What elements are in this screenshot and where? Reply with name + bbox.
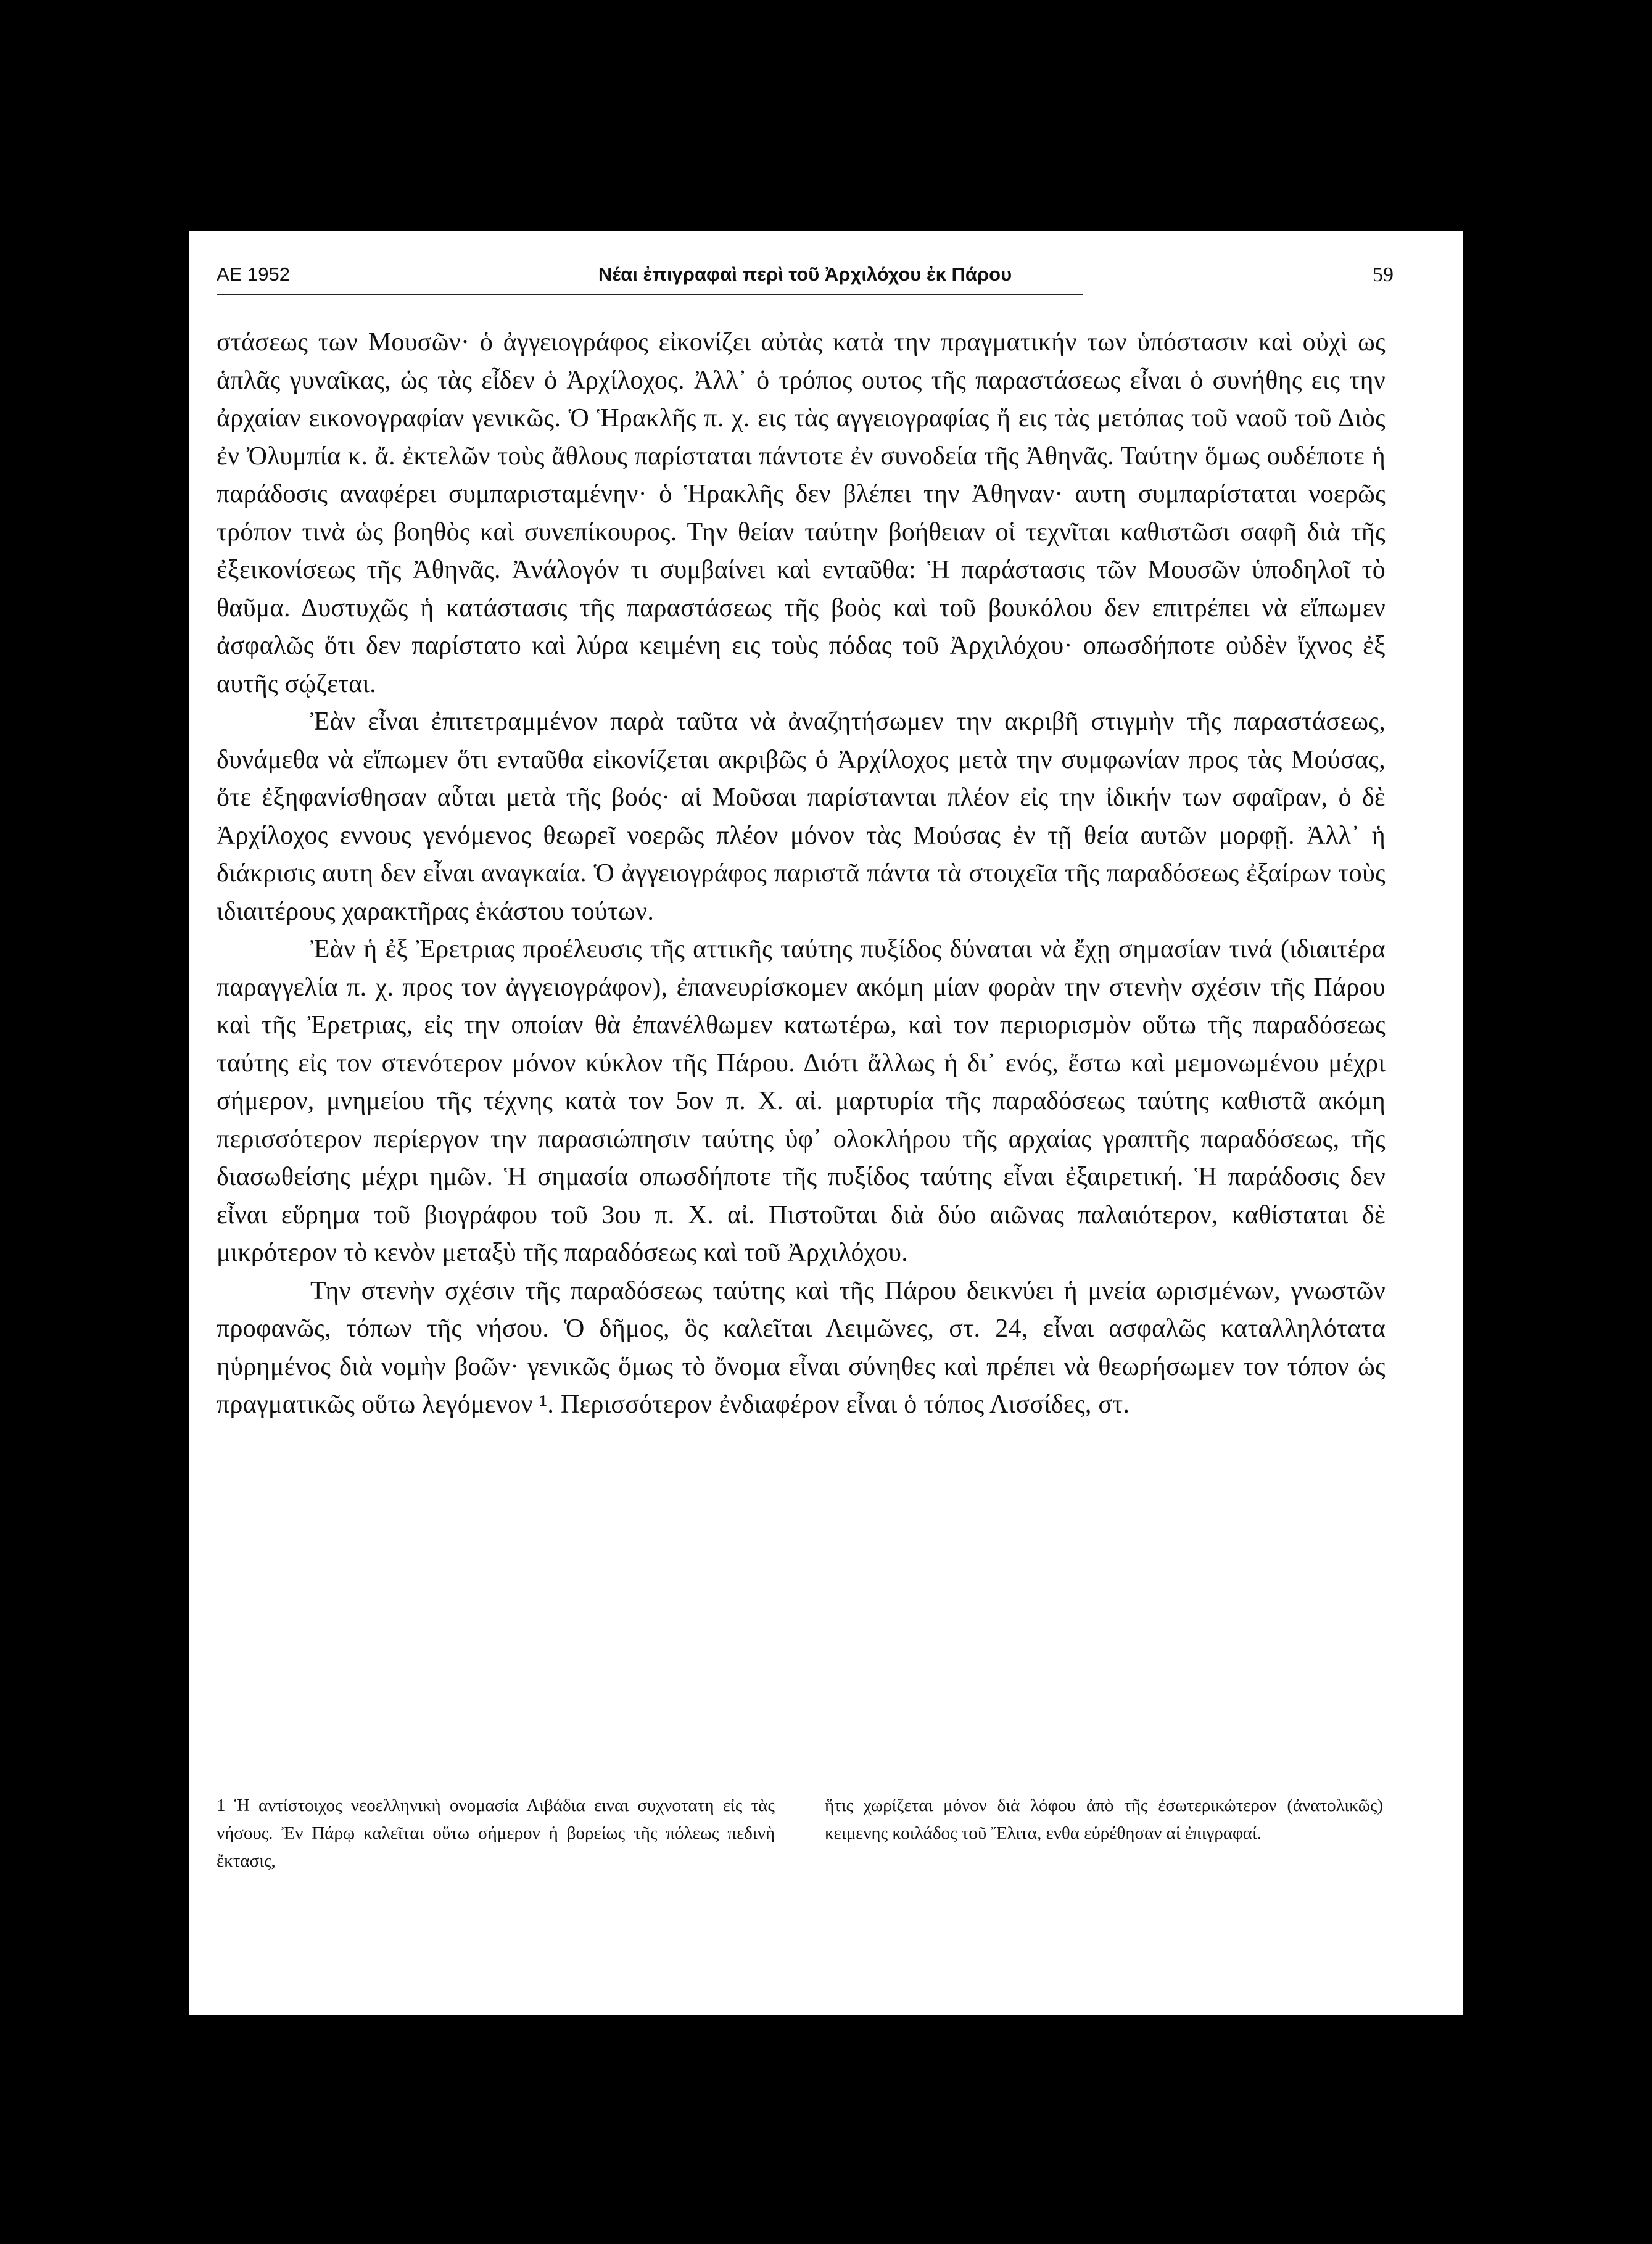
journal-reference: ΑΕ 1952: [217, 263, 290, 285]
main-text: [217, 324, 1386, 1424]
paragraph: Ἐὰν ἡ ἐξ Ἐρετριας προέλευσις τῆς αττικῆς ταύτης πυξίδος δύναται νὰ ἔχῃ σημασίαν τινά (ιδιαιτέρα παραγγελία π. χ. προς τον ἀγγειογράφον), ἐπανευρίσκομεν ακόμη μίαν φορὰν την στενὴν σχέσιν τῆς Πάρου καὶ τῆς Ἐρετριας, εἰς την οποίαν θὰ ἐπανέλθωμεν κατωτέρω, καὶ τον περιορισμὸν οὕτω τῆς παραδόσεως ταύτης εἰς τον στενότερον μόνον κύκλον τῆς Πάρου. Διότι ἄλλως ἡ δι᾿ ενός, ἔστω καὶ μεμονωμένου μέχρι σήμερον, μνημείου τῆς τέχνης κατὰ τον 5ον π. Χ. αἰ. μαρτυρία τῆς παραδόσεως ταύτης καθιστᾶ ακόμη περισσότερον περίεργον την παρασιώπησιν ταύτης ὑφ᾿ ολοκλήρου τῆς αρχαίας γραπτῆς παραδόσεως, τῆς διασωθείσης μέχρι ημῶν. Ἡ σημασία οπωσδήποτε τῆς πυξίδος ταύτης εἶναι ἐξαιρετική. Ἡ παράδοσις δεν εἶναι εὕρημα τοῦ βιογράφου τοῦ 3ου π. Χ. αἰ. Πιστοῦται διὰ δύο αιῶνας παλαιότερον, καθίσταται δὲ μικρότερον τὸ κενὸν μεταξὺ τῆς παραδόσεως καὶ τοῦ Ἀρχιλόχου.: [217, 935, 1386, 1267]
header-rule: [217, 294, 1083, 295]
footnote-column-left: [217, 1792, 775, 1875]
footnote-column-right: [825, 1792, 1383, 1847]
page-number: 59: [1373, 263, 1394, 286]
running-title: Νέαι ἐπιγραφαὶ περὶ τοῦ Ἀρχιλόχου ἐκ Πάρου: [598, 263, 1012, 285]
footnote-text: ἥτις χωρίζεται μόνον διὰ λόφου ἀπὸ τῆς ἐσωτερικώτερον (ἀνατολικῶς) κειμενης κοιλάδος τοῦ Ἔλιτα, ενθα εὑρέθησαν αἱ ἐπιγραφαί.: [825, 1796, 1383, 1843]
paragraph: Ἐὰν εἶναι ἐπιτετραμμένον παρὰ ταῦτα νὰ ἀναζητήσωμεν την ακριβῆ στιγμὴν τῆς παραστάσεως, δυνάμεθα νὰ εἴπωμεν ὅτι ενταῦθα εἰκονίζεται ακριβῶς ὁ Ἀρχίλοχος μετὰ την συμφωνίαν προς τὰς Μούσας, ὅτε ἐξηφανίσθησαν αὗται μετὰ τῆς βοός· αἱ Μοῦσαι παρίστανται πλέον εἰς την ἰδικήν των σφαῖραν, ὁ δὲ Ἀρχίλοχος εννους γενόμενος θεωρεῖ νοερῶς πλέον μόνον τὰς Μούσας ἐν τῇ θεία αυτῶν μορφῇ. Ἀλλ᾿ ἡ διάκρισις αυτη δεν εἶναι αναγκαία. Ὁ ἀγγειογράφος παριστᾶ πάντα τὰ στοιχεῖα τῆς παραδόσεως ἐξαίρων τοὺς ιδιαιτέρους χαρακτῆρας ἑκάστου τούτων.: [217, 707, 1386, 926]
running-header: [217, 263, 1394, 292]
paragraph: στάσεως των Μουσῶν· ὁ ἀγγειογράφος εἰκονίζει αὐτὰς κατὰ την πραγματικήν των ὑπόστασιν καὶ οὐχὶ ως ἁπλᾶς γυναῖκας, ὡς τὰς εἶδεν ὁ Ἀρχίλοχος. Ἀλλ᾿ ὁ τρόπος ουτος τῆς παραστάσεως εἶναι ὁ συνήθης εις την ἀρχαίαν εικονογραφίαν γενικῶς. Ὁ Ἡρακλῆς π. χ. εις τὰς αγγειογραφίας ἤ εις τὰς μετόπας τοῦ ναοῦ τοῦ Διὸς ἐν Ὀλυμπία κ. ἄ. ἐκτελῶν τοὺς ἄθλους παρίσταται πάντοτε ἐν συνοδεία τῆς Ἀθηνᾶς. Ταύτην ὅμως ουδέποτε ἡ παράδοσις αναφέρει συμπαρισταμένην· ὁ Ἡρακλῆς δεν βλέπει την Ἀθηναν· αυτη συμπαρίσταται νοερῶς τρόπον τινὰ ὡς βοηθὸς καὶ συνεπίκουρος. Την θείαν ταύτην βοήθειαν οἱ τεχνῖται καθιστῶσι σαφῆ διὰ τῆς ἐξεικονίσεως τῆς Ἀθηνᾶς. Ἀνάλογόν τι συμβαίνει καὶ ενταῦθα: Ἡ παράστασις τῶν Μουσῶν ὑποδηλοῖ τὸ θαῦμα. Δυστυχῶς ἡ κατάστασις τῆς παραστάσεως τῆς βοὸς καὶ τοῦ βουκόλου δεν επιτρέπει νὰ εἴπωμεν ἀσφαλῶς ὅτι δεν παρίστατο καὶ λύρα κειμένη εις τοὺς πόδας τοῦ Ἀρχιλόχου· οπωσδήποτε οὐδὲν ἴχνος ἐξ αυτῆς σῴζεται.: [217, 328, 1386, 698]
paragraph: Την στενὴν σχέσιν τῆς παραδόσεως ταύτης καὶ τῆς Πάρου δεικνύει ἡ μνεία ωρισμένων, γνωστῶν προφανῶς, τόπων τῆς νήσου. Ὁ δῆμος, ὃς καλεῖται Λειμῶνες, στ. 24, εἶναι ασφαλῶς καταλληλότατα ηὑρημένος διὰ νομὴν βοῶν· γενικῶς ὅμως τὸ ὄνομα εἶναι σύνηθες καὶ πρέπει νὰ θεωρήσωμεν τον τόπον ὡς πραγματικῶς οὕτω λεγόμενον ¹. Περισσότερον ἐνδιαφέρον εἶναι ὁ τόπος Λισσίδες, στ.: [217, 1276, 1386, 1419]
footnote-text: 1 Ἡ αντίστοιχος νεοελληνικὴ ονομασία Λιβάδια ειναι συχνοτατη εἰς τὰς νήσους. Ἐν Πάρῳ καλεῖται οὕτω σήμερον ἡ βορείως τῆς πόλεως πεδινὴ ἔκτασις,: [217, 1796, 775, 1871]
footnotes: [217, 1792, 1386, 1903]
book-page: [189, 231, 1463, 2015]
